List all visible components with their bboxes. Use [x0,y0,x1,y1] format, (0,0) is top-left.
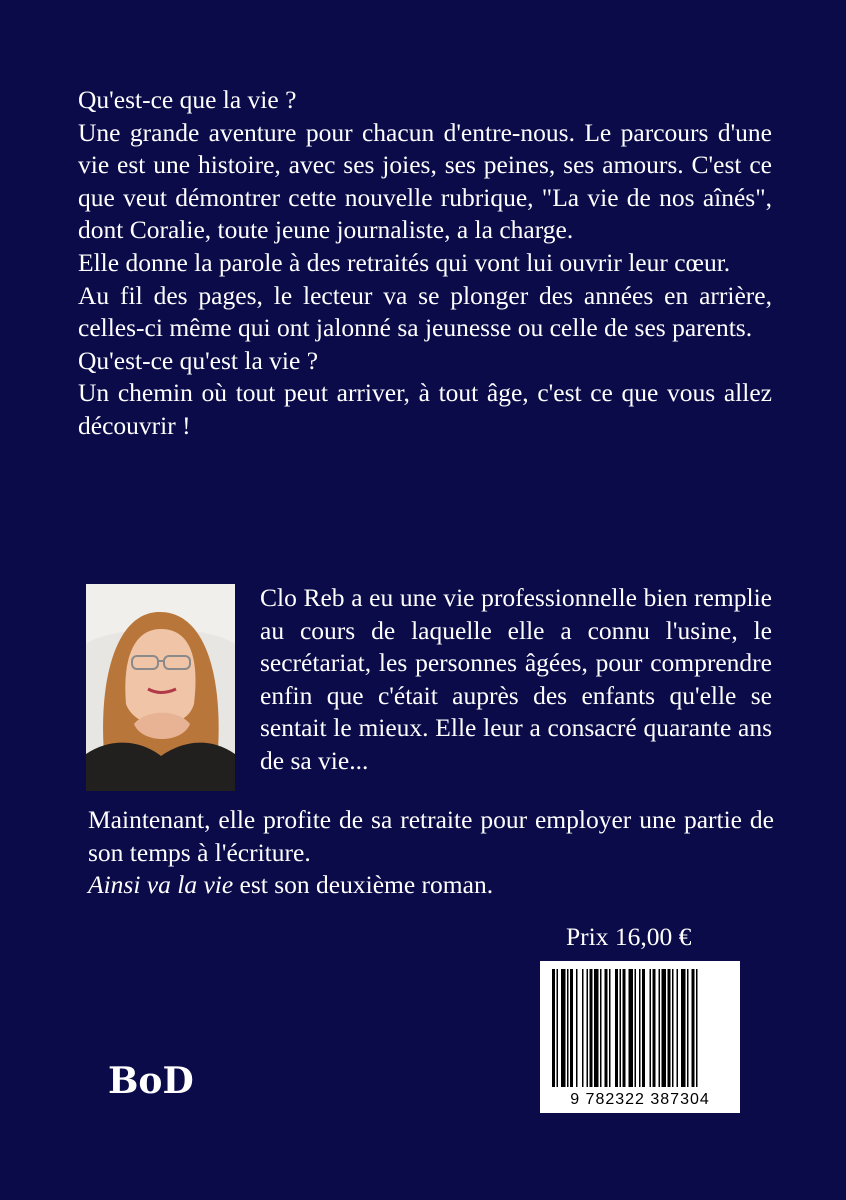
blurb-line-5: Qu'est-ce qu'est la vie ? [78,345,319,375]
barcode-bar [692,969,695,1087]
barcode-bar [587,969,589,1087]
barcode-bar [629,969,634,1087]
blurb-line-1: Qu'est-ce que la vie ? [78,85,297,114]
book-title: Ainsi va la vie [88,870,234,900]
barcode-bar [672,969,674,1087]
barcode-bar [582,969,584,1087]
barcode-bar [615,969,618,1087]
blurb-line-6: Un chemin où tout peut arriver, à tout âge, c'est ce que vous allez découvrir ! [78,378,772,440]
barcode-bar [605,969,608,1087]
barcode-bar [668,969,671,1087]
barcode-bar [653,969,656,1087]
barcode-bar [600,969,602,1087]
book-note-text: est son deuxième roman. [233,870,494,900]
blurb-line-4: Au fil des pages, le lecteur va se plonger des années en arrière, celles-ci même qui ont jalonné sa jeunesse ou celle de ses parents. [78,280,772,343]
barcode-bar [620,969,622,1087]
barcode-bar [590,969,593,1087]
barcode-bar [687,969,689,1087]
barcode-bar [635,969,637,1087]
barcode-bar [557,969,559,1087]
author-bio-continued [88,804,774,902]
barcode-bar [696,969,698,1087]
author-bio-text-2: Maintenant, elle profite de sa retraite pour employer une partie de son temps à l'écriture. [88,805,774,867]
blurb-line-2: Une grande aventure pour chacun d'entre-nous. Le parcours d'une vie est une histoire, avec ses joies, ses peines, ses amours. C'est ce que veut démontrer cette nouvelle rubrique, "La vie de nos aînés", dont Coralie, toute jeune journaliste, a la charge. [78,117,772,245]
barcode-bar [561,969,566,1087]
barcode-bar [623,969,626,1087]
author-bio-text: Clo Reb a eu une vie professionnelle bien remplie au cours de laquelle elle a connu l'usine, le secrétariat, les personnes âgées, pour comprendre enfin que c'était auprès des enfants qu'elle se sentait le mieux. Elle leur a consacré quarante ans de sa vie... [260,583,772,775]
barcode-bar [609,969,611,1087]
barcode-bar [677,969,679,1087]
barcode-bar [570,969,573,1087]
barcode-bar [552,969,555,1087]
barcode-bar [650,969,652,1087]
barcode-bar [639,969,641,1087]
book-note [88,869,774,902]
isbn-barcode [540,961,740,1113]
barcode-bar [576,969,578,1087]
barcode-bar [642,969,645,1087]
barcode-bar [659,969,661,1087]
barcode-bar [567,969,569,1087]
barcode-bar [662,969,667,1087]
price-label: Prix 16,00 € [566,922,692,951]
author-bio [260,582,772,778]
isbn-number: 9 782322 387304 [570,1091,710,1108]
blurb-line-3: Elle donne la parole à des retraités qui vont lui ouvrir leur cœur. [78,247,731,277]
author-photo [86,584,235,791]
back-cover-blurb [78,84,772,443]
barcode-bar [681,969,686,1087]
barcode-bar [594,969,599,1087]
publisher-logo: BoD [108,1060,194,1102]
